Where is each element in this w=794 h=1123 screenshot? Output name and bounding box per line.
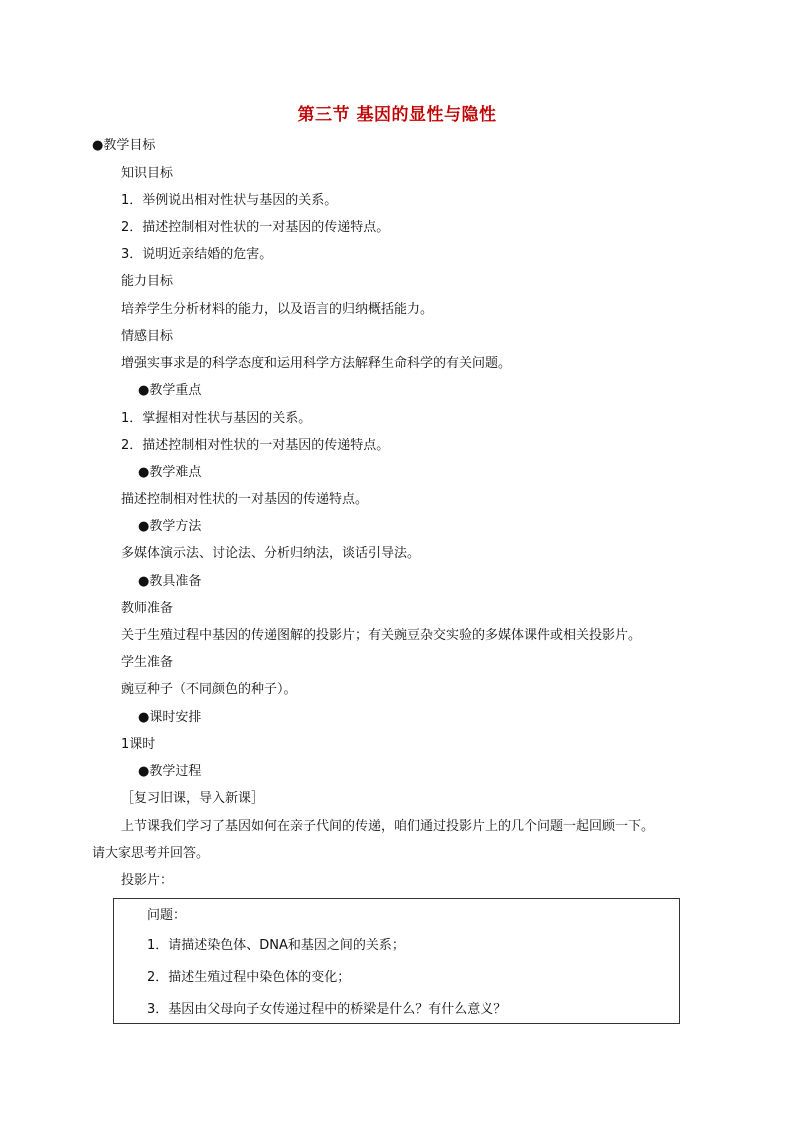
question-box-label: 问题： xyxy=(147,908,187,923)
page-title: 第三节 基因的显性与隐性 xyxy=(297,105,497,125)
section-heading-process: ●教学过程 xyxy=(138,764,202,779)
teacher-prep-heading: 教师准备 xyxy=(121,601,174,616)
section-heading-difficulty: ●教学难点 xyxy=(138,465,202,480)
projection-label: 投影片： xyxy=(121,873,174,888)
emotion-heading: 情感目标 xyxy=(121,329,174,344)
review-heading: ［复习旧课，导入新课］ xyxy=(121,791,265,806)
intro-text-line-1: 上节课我们学习了基因如何在亲子代间的传递，咱们通过投影片上的几个问题一起回顾一下。 xyxy=(121,819,655,834)
key-point-item-2: 2．描述控制相对性状的一对基因的传递特点。 xyxy=(121,438,390,453)
question-item-1: 1．请描述染色体、DNA和基因之间的关系； xyxy=(147,938,405,953)
teacher-prep-text: 关于生殖过程中基因的传递图解的投影片；有关豌豆杂交实验的多媒体课件或相关投影片。 xyxy=(121,628,642,643)
section-heading-schedule: ●课时安排 xyxy=(138,710,202,725)
student-prep-text: 豌豆种子（不同颜色的种子）。 xyxy=(121,682,297,697)
schedule-text: 1课时 xyxy=(121,737,156,752)
ability-text: 培养学生分析材料的能力，以及语言的归纳概括能力。 xyxy=(121,302,434,317)
knowledge-item-2: 2．描述控制相对性状的一对基因的传递特点。 xyxy=(121,220,390,235)
question-item-3: 3．基因由父母向子女传递过程中的桥梁是什么？有什么意义？ xyxy=(147,1002,507,1017)
difficulty-text: 描述控制相对性状的一对基因的传递特点。 xyxy=(121,492,369,507)
knowledge-item-3: 3．说明近亲结婚的危害。 xyxy=(121,247,273,262)
student-prep-heading: 学生准备 xyxy=(121,655,174,670)
section-heading-materials: ●教具准备 xyxy=(138,574,202,589)
section-heading-objectives: ●教学目标 xyxy=(92,138,156,153)
question-box xyxy=(113,898,680,1024)
intro-text-line-2: 请大家思考并回答。 xyxy=(92,846,210,861)
emotion-text: 增强实事求是的科学态度和运用科学方法解释生命科学的有关问题。 xyxy=(121,356,512,371)
section-heading-methods: ●教学方法 xyxy=(138,519,202,534)
methods-text: 多媒体演示法、讨论法、分析归纳法，谈话引导法。 xyxy=(121,546,421,561)
knowledge-heading: 知识目标 xyxy=(121,166,174,181)
knowledge-item-1: 1．举例说出相对性状与基因的关系。 xyxy=(121,193,338,208)
key-point-item-1: 1．掌握相对性状与基因的关系。 xyxy=(121,411,312,426)
ability-heading: 能力目标 xyxy=(121,274,174,289)
question-item-2: 2．描述生殖过程中染色体的变化； xyxy=(147,970,351,985)
section-heading-key-points: ●教学重点 xyxy=(138,383,202,398)
